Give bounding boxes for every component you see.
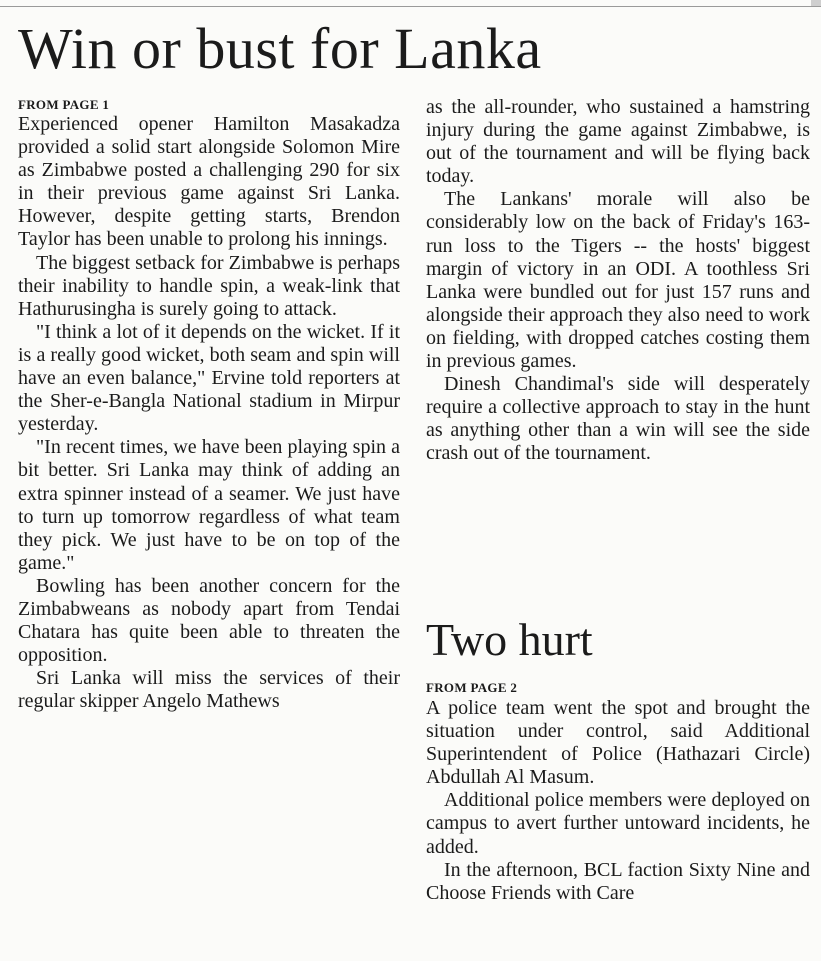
left-column-body [18,113,400,713]
right-column [426,96,810,466]
main-headline: Win or bust for Lanka [18,16,542,81]
right-paragraph-2: The Lankans' morale will also be considerably low on the back of Friday's 163-run loss to the Tigers -- the hosts' biggest margin of victory in an ODI. A toothless Sri Lanka were bundled out for just 157 runs and alongside their approach they also need to work on fielding, with dropped catches costing them in previous games. [426,188,810,373]
main-jump-label: FROM PAGE 1 [18,97,110,112]
second-paragraph-3: In the afternoon, BCL faction Sixty Nine and Choose Friends with Care [426,858,810,904]
second-headline: Two hurt [426,614,593,665]
right-paragraph-1: as the all-rounder, who sustained a hamstring injury during the game against Zimbabwe, is out of the tournament and will be flying back today. [426,96,810,188]
top-border-shade [811,0,821,6]
second-jump-label: FROM PAGE 2 [426,680,518,695]
left-paragraph-6: Sri Lanka will miss the services of their regular skipper Angelo Mathews [18,667,400,713]
right-paragraph-3: Dinesh Chandimal's side will desperately require a collective approach to stay in the hunt as anything other than a win will see the side crash out of the tournament. [426,373,810,465]
top-border-rule [0,0,821,7]
left-paragraph-3: "I think a lot of it depends on the wicket. If it is a really good wicket, both seam and spin will have an even balance," Ervine told reporters at the Sher-e-Bangla National stadium in Mirpur yesterday. [18,320,400,436]
left-paragraph-1: Experienced opener Hamilton Masakadza provided a solid start alongside Solomon Mire as Zimbabwe posted a challenging 290 for six in their previous game against Sri Lanka. However, despite getting starts, Brendon Taylor has been unable to prolong his innings. [18,113,400,251]
second-story [426,614,810,905]
left-paragraph-2: The biggest setback for Zimbabwe is perhaps their inability to handle spin, a weak-link that Hathurusingha is surely going to attack. [18,251,400,320]
left-paragraph-4: "In recent times, we have been playing spin a bit better. Sri Lanka may think of adding an extra spinner instead of a seamer. We just have to turn up tomorrow regardless of what team they pick. We just have to be on top of the game." [18,436,400,574]
second-paragraph-2: Additional police members were deployed on campus to avert further untoward incidents, he added. [426,789,810,858]
second-paragraph-1: A police team went the spot and brought the situation under control, said Additional Superintendent of Police (Hathazari Circle) Abdullah Al Masum. [426,697,810,789]
left-paragraph-5: Bowling has been another concern for the Zimbabweans as nobody apart from Tendai Chatara has quite been able to threaten the opposition. [18,574,400,667]
right-column-body [426,96,810,466]
